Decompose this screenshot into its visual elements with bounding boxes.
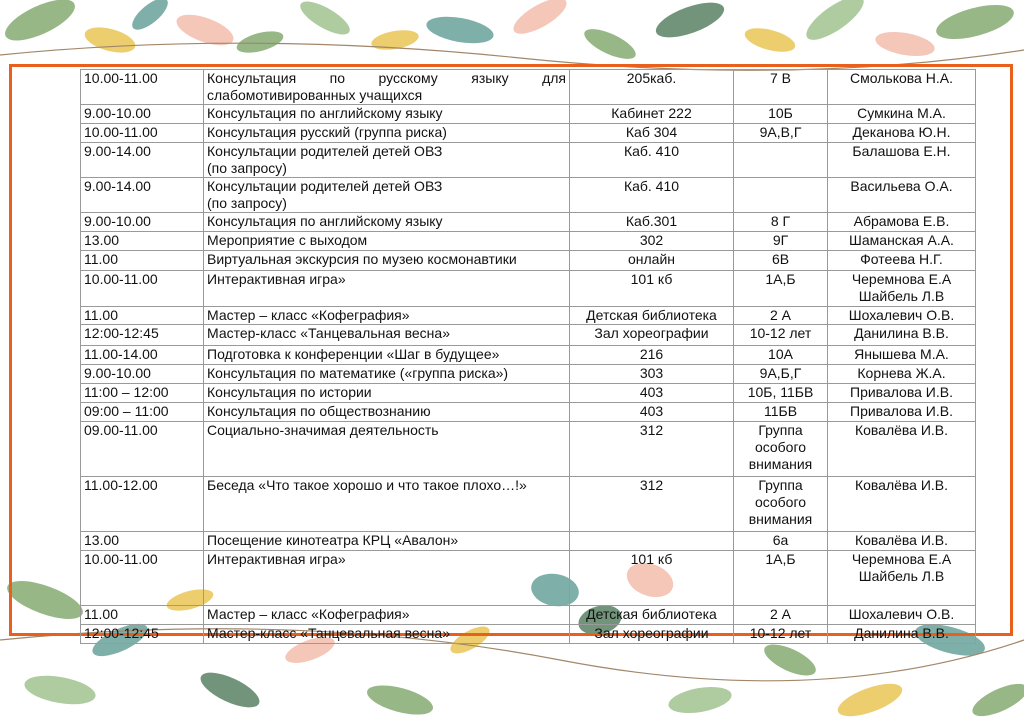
class-cell <box>734 403 828 422</box>
room-cell <box>570 178 734 213</box>
room-text: Каб.301 <box>625 213 678 229</box>
class-cell <box>734 422 828 477</box>
time-text: 13.00 <box>84 532 120 548</box>
teacher-text: Абрамова Е.В. <box>853 213 950 229</box>
table-row <box>81 251 976 271</box>
teacher-text: Шохалевич О.В. <box>848 307 955 323</box>
teacher-text: Ковалёва И.В. <box>854 532 949 548</box>
teacher-text: Данилина В.В. <box>854 325 949 341</box>
event-text: Консультация по английскому языку <box>207 213 443 229</box>
event-cell <box>204 384 570 403</box>
time-text: 9.00-10.00 <box>84 105 151 121</box>
class-cell <box>734 551 828 606</box>
table-row <box>81 365 976 384</box>
time-text: 10.00-11.00 <box>84 551 158 567</box>
room-cell <box>570 551 734 606</box>
event-text: Консультация по математике («группа риска») <box>207 365 509 381</box>
class-cell <box>734 105 828 124</box>
teacher-text: Смолькова Н.А. <box>850 70 953 86</box>
time-cell <box>81 232 204 251</box>
teacher-cell <box>828 70 976 105</box>
teacher-cell <box>828 325 976 346</box>
time-cell <box>81 625 204 644</box>
event-cell <box>204 178 570 213</box>
class-cell <box>734 625 828 644</box>
room-text: Каб 304 <box>625 124 678 140</box>
class-cell <box>734 477 828 532</box>
teacher-cell <box>828 551 976 606</box>
class-cell <box>734 384 828 403</box>
time-cell <box>81 213 204 232</box>
event-cell <box>204 606 570 625</box>
event-text: Мастер-класс «Танцевальная весна» <box>207 325 450 341</box>
event-cell <box>204 124 570 143</box>
teacher-text: Янышева М.А. <box>854 346 949 362</box>
room-cell <box>570 124 734 143</box>
class-text: 7 В <box>769 70 791 86</box>
event-text: Консультации родителей детей ОВЗ <box>207 178 443 194</box>
room-text: 101 кб <box>630 551 673 567</box>
event-cell <box>204 625 570 644</box>
teacher-cell <box>828 143 976 178</box>
teacher-cell <box>828 384 976 403</box>
teacher-cell <box>828 213 976 232</box>
class-text: 10Б <box>768 105 793 121</box>
class-cell <box>734 532 828 551</box>
time-cell <box>81 365 204 384</box>
time-cell <box>81 551 204 606</box>
schedule-table <box>80 69 976 644</box>
class-text: 9Г <box>772 232 789 248</box>
teacher-text: Ковалёва И.В. <box>854 477 949 493</box>
class-text: 9А,Б,Г <box>759 365 802 381</box>
time-cell <box>81 532 204 551</box>
class-text: 11БВ <box>763 403 798 419</box>
room-cell <box>570 271 734 307</box>
class-cell <box>734 70 828 105</box>
time-cell <box>81 422 204 477</box>
room-text: Зал хореографии <box>594 325 709 341</box>
room-text: онлайн <box>627 251 676 267</box>
table-row <box>81 532 976 551</box>
event-text: слабомотивированных учащихся <box>207 87 423 103</box>
event-text: Мастер – класс «Кофеграфия» <box>207 307 410 323</box>
teacher-cell <box>828 346 976 365</box>
event-text: Беседа «Что такое хорошо и что такое плохо…!» <box>207 477 527 493</box>
event-cell <box>204 105 570 124</box>
event-text: Консультация по истории <box>207 384 372 400</box>
class-text: 10-12 лет <box>749 325 812 341</box>
event-cell <box>204 551 570 606</box>
teacher-cell <box>828 271 976 307</box>
time-cell <box>81 477 204 532</box>
event-cell <box>204 325 570 346</box>
room-cell <box>570 325 734 346</box>
teacher-text: Ковалёва И.В. <box>854 422 949 438</box>
table-row <box>81 70 976 105</box>
class-text: 2 А <box>769 606 791 622</box>
event-cell <box>204 307 570 325</box>
class-text: 6а <box>772 532 789 548</box>
room-text: 403 <box>639 403 664 419</box>
event-text: Мастер – класс «Кофеграфия» <box>207 606 410 622</box>
time-text: 11.00-14.00 <box>84 346 158 362</box>
time-text: 09.00-11.00 <box>84 422 158 438</box>
time-cell <box>81 346 204 365</box>
time-text: 10.00-11.00 <box>84 70 158 86</box>
room-text: Детская библиотека <box>586 606 717 622</box>
room-cell <box>570 70 734 105</box>
room-text: 303 <box>639 365 664 381</box>
table-row <box>81 422 976 477</box>
teacher-text: Балашова Е.Н. <box>852 143 951 159</box>
teacher-text: Деканова Ю.Н. <box>852 124 951 140</box>
event-cell <box>204 232 570 251</box>
class-cell <box>734 346 828 365</box>
class-cell <box>734 213 828 232</box>
class-text: 8 Г <box>770 213 791 229</box>
time-cell <box>81 124 204 143</box>
time-cell <box>81 105 204 124</box>
room-text: 302 <box>639 232 664 248</box>
event-cell <box>204 70 570 105</box>
teacher-cell <box>828 403 976 422</box>
room-cell <box>570 477 734 532</box>
table-row <box>81 625 976 644</box>
event-cell <box>204 271 570 307</box>
class-text: 10-12 лет <box>749 625 812 641</box>
time-text: 10.00-11.00 <box>84 271 158 287</box>
time-text: 13.00 <box>84 232 120 248</box>
room-cell <box>570 307 734 325</box>
class-text: 1А,Б <box>765 551 796 567</box>
event-cell <box>204 365 570 384</box>
teacher-text: Шохалевич О.В. <box>848 606 955 622</box>
event-text: Интерактивная игра» <box>207 551 346 567</box>
event-cell <box>204 422 570 477</box>
room-cell <box>570 143 734 178</box>
teacher-text: Фотеева Н.Г. <box>860 251 943 267</box>
event-text: Мероприятие с выходом <box>207 232 368 248</box>
table-row <box>81 346 976 365</box>
table-row <box>81 271 976 307</box>
room-cell <box>570 346 734 365</box>
time-cell <box>81 384 204 403</box>
class-cell <box>734 365 828 384</box>
room-cell <box>570 105 734 124</box>
time-text: 12:00-12:45 <box>84 325 159 341</box>
table-row <box>81 551 976 606</box>
room-text: Каб. 410 <box>623 178 680 194</box>
time-text: 11:00 – 12:00 <box>84 384 169 400</box>
class-cell <box>734 307 828 325</box>
event-cell <box>204 213 570 232</box>
teacher-cell <box>828 365 976 384</box>
event-text: Консультация по английскому языку <box>207 105 443 121</box>
teacher-cell <box>828 422 976 477</box>
time-cell <box>81 606 204 625</box>
class-text: 10А <box>768 346 793 362</box>
time-text: 11.00-12.00 <box>84 477 158 493</box>
teacher-cell <box>828 477 976 532</box>
room-cell <box>570 606 734 625</box>
event-text: Консультация по русскому языку для <box>207 70 566 86</box>
teacher-text: Шайбель Л.В <box>858 568 945 584</box>
room-text: Зал хореографии <box>594 625 709 641</box>
room-cell <box>570 422 734 477</box>
teacher-cell <box>828 124 976 143</box>
table-row <box>81 105 976 124</box>
room-cell <box>570 625 734 644</box>
event-text: (по запросу) <box>207 195 287 211</box>
teacher-text: Черемнова Е.А <box>851 551 952 567</box>
table-row <box>81 384 976 403</box>
time-cell <box>81 143 204 178</box>
class-cell <box>734 143 828 178</box>
event-text: Виртуальная экскурсия по музею космонавтики <box>207 251 517 267</box>
teacher-cell <box>828 105 976 124</box>
teacher-text: Сумкина М.А. <box>857 105 946 121</box>
class-text: 6В <box>771 251 790 267</box>
class-cell <box>734 271 828 307</box>
teacher-text: Данилина В.В. <box>854 625 949 641</box>
time-text: 11.00 <box>84 307 118 323</box>
room-text: 403 <box>639 384 664 400</box>
teacher-cell <box>828 251 976 271</box>
teacher-text: Васильева О.А. <box>850 178 953 194</box>
event-cell <box>204 532 570 551</box>
time-cell <box>81 307 204 325</box>
event-text: Консультация по обществознанию <box>207 403 431 419</box>
room-text: 312 <box>639 422 664 438</box>
class-text: 9А,В,Г <box>759 124 802 140</box>
room-cell <box>570 532 734 551</box>
teacher-text: Черемнова Е.А <box>851 271 952 287</box>
room-text: 216 <box>639 346 664 362</box>
class-cell <box>734 325 828 346</box>
room-text: Кабинет 222 <box>611 105 692 121</box>
table-row <box>81 178 976 213</box>
room-cell <box>570 251 734 271</box>
event-cell <box>204 346 570 365</box>
time-text: 9.00-14.00 <box>84 143 151 159</box>
teacher-text: Корнева Ж.А. <box>857 365 946 381</box>
event-text: (по запросу) <box>207 160 287 176</box>
time-cell <box>81 70 204 105</box>
table-row <box>81 403 976 422</box>
room-text: 312 <box>639 477 664 493</box>
time-cell <box>81 403 204 422</box>
class-text: 10Б, 11БВ <box>747 384 814 400</box>
event-cell <box>204 143 570 178</box>
room-cell <box>570 384 734 403</box>
room-text: Каб. 410 <box>623 143 680 159</box>
teacher-cell <box>828 178 976 213</box>
table-row <box>81 143 976 178</box>
event-text: Подготовка к конференции «Шаг в будущее» <box>207 346 500 362</box>
event-text: Консультация русский (группа риска) <box>207 124 447 140</box>
time-text: 11.00 <box>84 606 118 622</box>
table-row <box>81 325 976 346</box>
class-text: 1А,Б <box>765 271 796 287</box>
time-cell <box>81 325 204 346</box>
time-text: 9.00-14.00 <box>84 178 151 194</box>
time-text: 10.00-11.00 <box>84 124 158 140</box>
class-text: 2 А <box>769 307 791 323</box>
time-text: 9.00-10.00 <box>84 365 151 381</box>
event-text: Посещение кинотеатра КРЦ «Авалон» <box>207 532 459 548</box>
time-cell <box>81 178 204 213</box>
room-text: 205каб. <box>626 70 677 86</box>
teacher-cell <box>828 232 976 251</box>
table-row <box>81 477 976 532</box>
event-text: Мастер-класс «Танцевальная весна» <box>207 625 450 641</box>
teacher-cell <box>828 625 976 644</box>
time-text: 11.00 <box>84 251 118 267</box>
teacher-text: Привалова И.В. <box>850 403 953 419</box>
teacher-text: Шаманская А.А. <box>849 232 954 248</box>
class-cell <box>734 124 828 143</box>
room-cell <box>570 365 734 384</box>
class-cell <box>734 606 828 625</box>
class-cell <box>734 251 828 271</box>
table-row <box>81 213 976 232</box>
table-row <box>81 232 976 251</box>
time-text: 09:00 – 11:00 <box>84 403 169 419</box>
event-text: Интерактивная игра» <box>207 271 346 287</box>
teacher-cell <box>828 307 976 325</box>
teacher-cell <box>828 532 976 551</box>
time-text: 12:00-12:45 <box>84 625 159 641</box>
event-cell <box>204 477 570 532</box>
class-cell <box>734 232 828 251</box>
table-row <box>81 606 976 625</box>
time-cell <box>81 251 204 271</box>
table-row <box>81 307 976 325</box>
room-text: Детская библиотека <box>586 307 717 323</box>
class-text: Группа особого внимания <box>748 477 813 527</box>
event-cell <box>204 251 570 271</box>
class-text: Группа особого внимания <box>748 422 813 472</box>
room-cell <box>570 403 734 422</box>
teacher-text: Шайбель Л.В <box>858 288 945 304</box>
time-text: 9.00-10.00 <box>84 213 151 229</box>
room-cell <box>570 232 734 251</box>
time-cell <box>81 271 204 307</box>
room-cell <box>570 213 734 232</box>
event-cell <box>204 403 570 422</box>
table-row <box>81 124 976 143</box>
teacher-cell <box>828 606 976 625</box>
event-text: Консультации родителей детей ОВЗ <box>207 143 443 159</box>
room-text: 101 кб <box>630 271 673 287</box>
event-text: Социально-значимая деятельность <box>207 422 439 438</box>
class-cell <box>734 178 828 213</box>
teacher-text: Привалова И.В. <box>850 384 953 400</box>
